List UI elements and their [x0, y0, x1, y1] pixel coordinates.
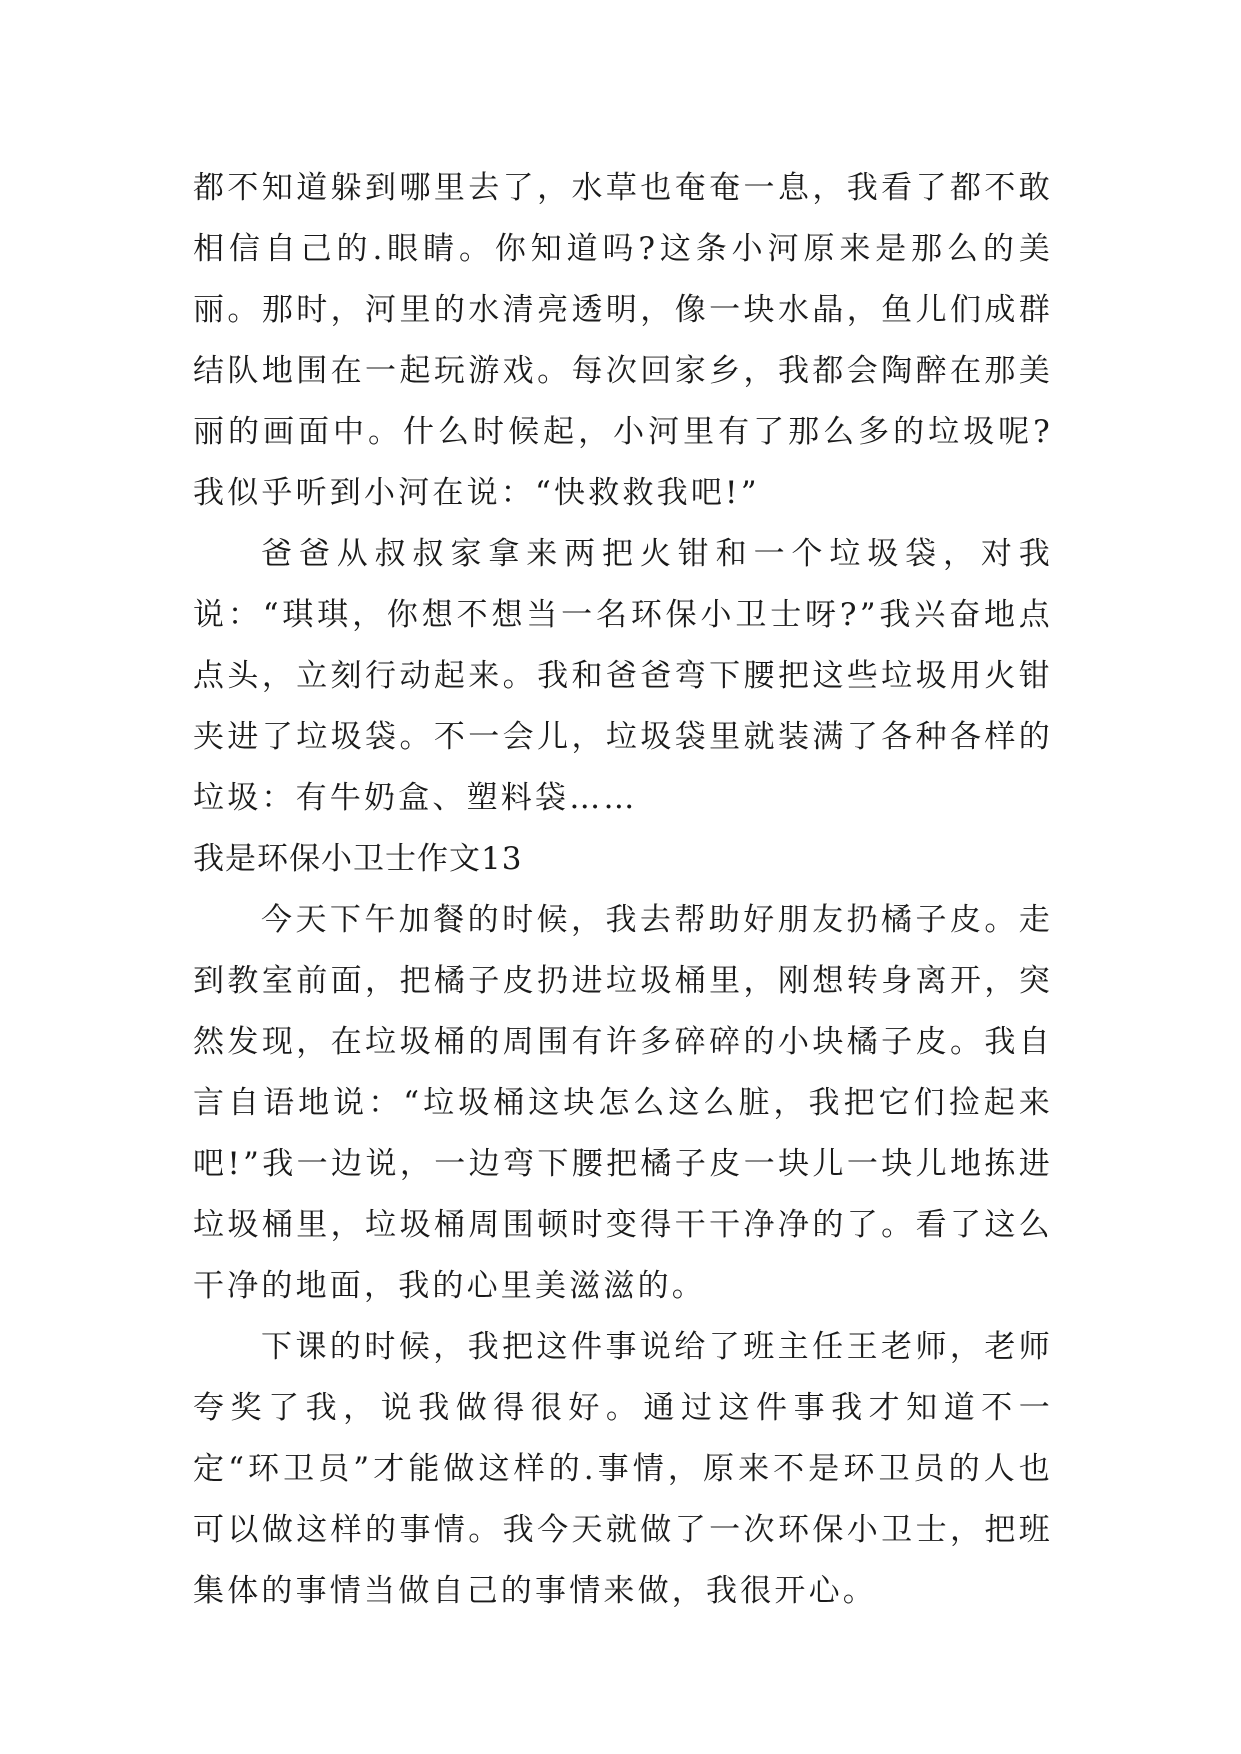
essay-heading: 我是环保小卫士作文13: [193, 841, 523, 877]
paragraph-orange-peel: 今天下午加餐的时候，我去帮助好朋友扔橘子皮。走到教室前面，把橘子皮扔进垃圾桶里，刚想转身离开，突然发现，在垃圾桶的周围有许多碎碎的小块橘子皮。我自言自语地说：“垃圾桶这块怎么这么脏，我把它们捡起来吧!”我一边说，一边弯下腰把橘子皮一块儿一块儿地拣进垃圾桶里，垃圾桶周围顿时变得干干净净的了。看了这么干净的地面，我的心里美滋滋的。: [193, 902, 1053, 1304]
paragraph-river-memory: 都不知道躲到哪里去了，水草也奄奄一息，我看了都不敢相信自己的.眼睛。你知道吗?这条小河原来是那么的美丽。那时，河里的水清亮透明，像一块水晶，鱼儿们成群结队地围在一起玩游戏。每次回家乡，我都会陶醉在那美丽的画面中。什么时候起，小河里有了那么多的垃圾呢?我似乎听到小河在说：“快救救我吧!”: [193, 170, 1053, 511]
paragraph-teacher-praise: 下课的时候，我把这件事说给了班主任王老师，老师夸奖了我，说我做得很好。通过这件事我才知道不一定“环卫员”才能做这样的.事情，原来不是环卫员的人也可以做这样的事情。我今天就做了一次环保小卫士，把班集体的事情当做自己的事情来做，我很开心。: [193, 1329, 1053, 1609]
document-body: [193, 158, 1053, 1622]
paragraph-cleanup: 爸爸从叔叔家拿来两把火钳和一个垃圾袋，对我说：“琪琪，你想不想当一名环保小卫士呀?”我兴奋地点点头，立刻行动起来。我和爸爸弯下腰把这些垃圾用火钳夹进了垃圾袋。不一会儿，垃圾袋里就装满了各种各样的垃圾：有牛奶盒、塑料袋……: [193, 536, 1053, 816]
